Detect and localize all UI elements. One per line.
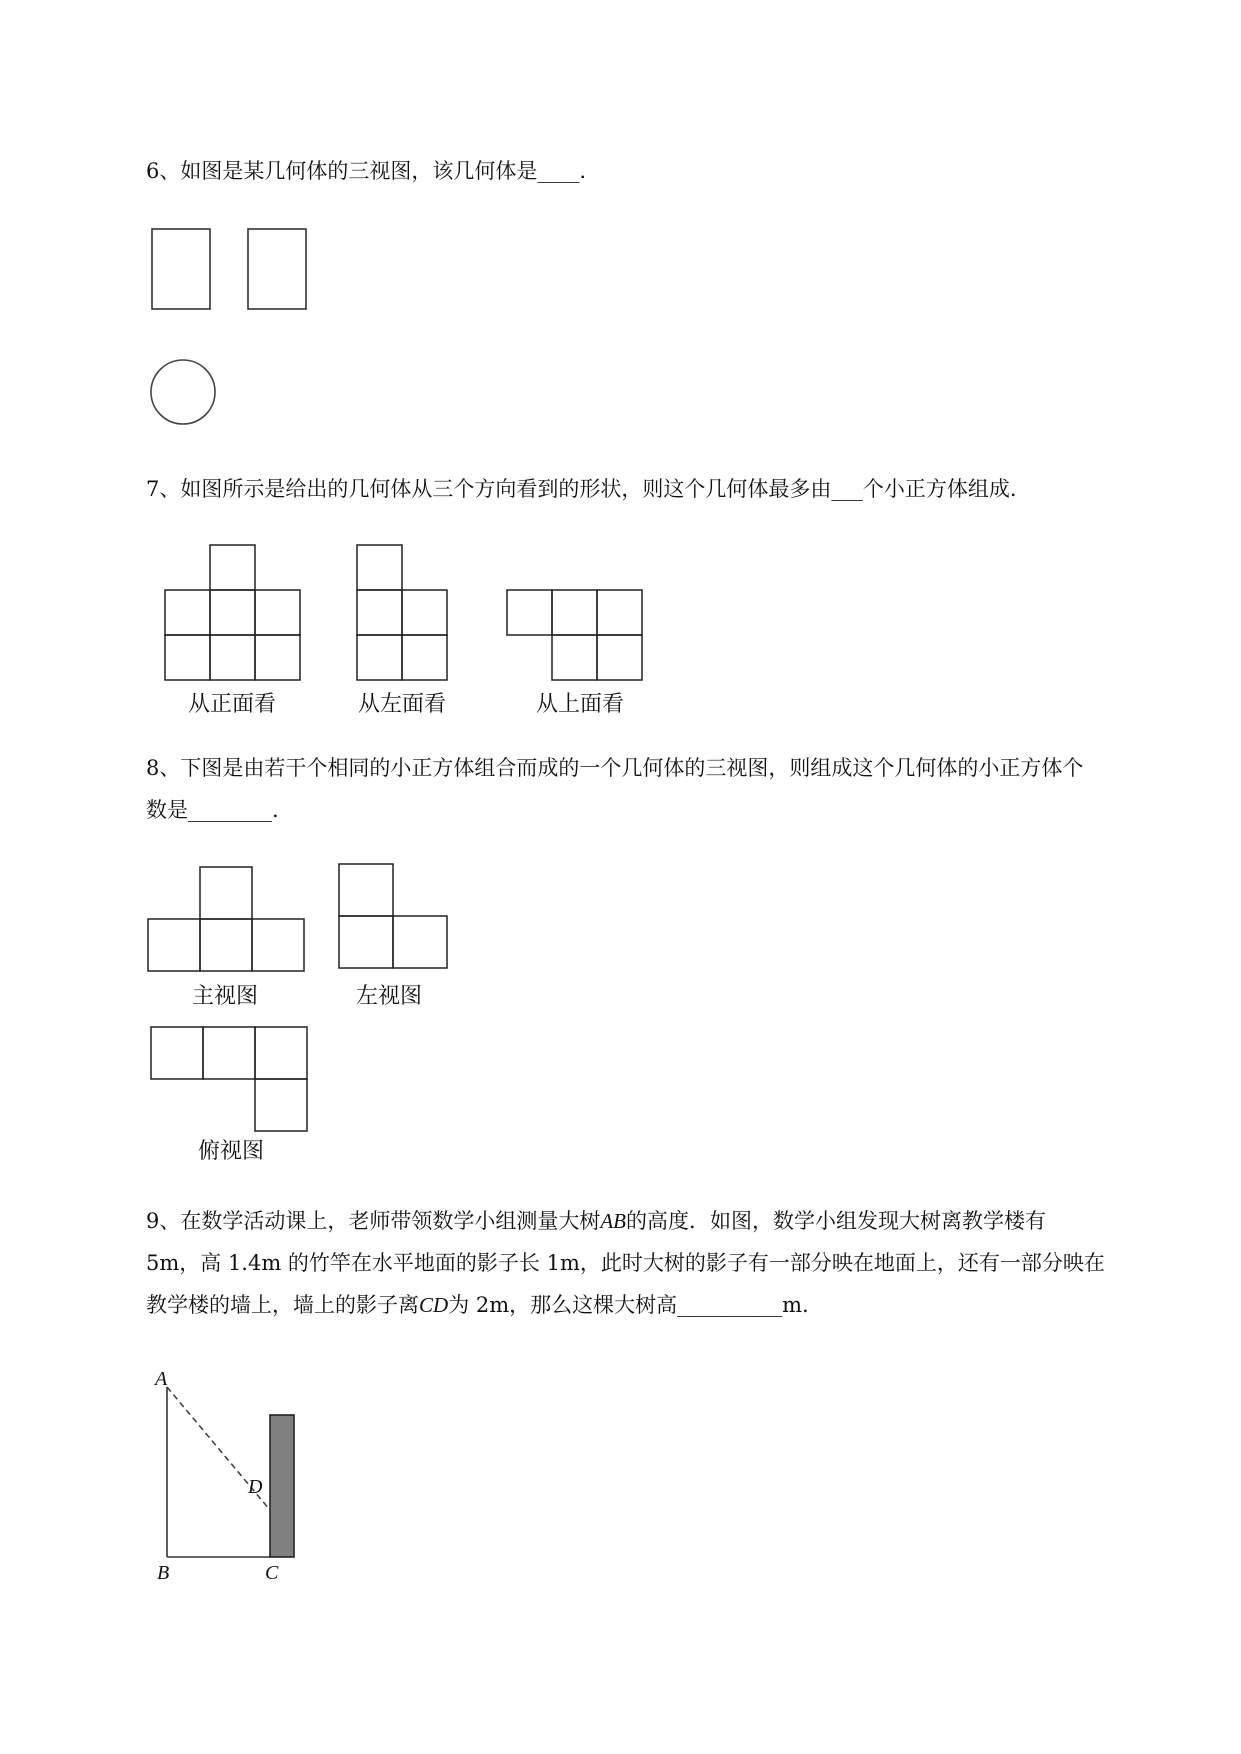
- q8-label-main: 主视图: [191, 984, 259, 1009]
- q7-label-left: 从左面看: [357, 692, 447, 717]
- q8-left-view: [339, 864, 447, 968]
- question-6-text: 6、如图是某几何体的三视图，该几何体是____.: [146, 159, 587, 183]
- q7-top-view: [507, 590, 642, 680]
- q9-tree-shadow-figure: [145, 1365, 315, 1585]
- q8-label-top: 俯视图: [197, 1139, 265, 1164]
- q8-main-view: [148, 867, 304, 971]
- question-7-text: 7、如图所示是给出的几何体从三个方向看到的形状，则这个几何体最多由___个小正方体组成.: [146, 477, 1017, 501]
- q7-three-views-figure: [160, 540, 660, 720]
- question-9-line-3: 教学楼的墙上，墙上的影子离CD为 2m，那么这棵大树高__________m.: [146, 1293, 809, 1317]
- question-9-line-1: 9、在数学活动课上，老师带领数学小组测量大树AB的高度．如图，数学小组发现大树离教学楼有: [146, 1209, 1047, 1233]
- q8-top-view: [151, 1027, 307, 1131]
- q6-front-view-rect: [152, 229, 210, 309]
- q7-label-top: 从上面看: [535, 692, 625, 717]
- q7-front-view: [165, 545, 300, 680]
- q7-label-front: 从正面看: [187, 692, 277, 717]
- q6-side-view-rect: [248, 229, 306, 309]
- q8-label-left: 左视图: [355, 984, 423, 1009]
- q7-left-view: [357, 545, 447, 680]
- question-8-line-1: 8、下图是由若干个相同的小正方体组合而成的一个几何体的三视图，则组成这个几何体的小正方体个: [146, 756, 1084, 780]
- building-wall: [270, 1415, 294, 1557]
- question-9-line-2: 5m，高 1.4m 的竹竿在水平地面的影子长 1m，此时大树的影子有一部分映在地面上，还有一部分映在: [146, 1251, 1105, 1275]
- point-b-label: B: [157, 1562, 170, 1584]
- q6-top-view-circle: [151, 360, 215, 424]
- point-c-label: C: [265, 1562, 279, 1584]
- question-8-line-2: 数是________.: [146, 798, 279, 822]
- point-d-label: D: [248, 1476, 263, 1498]
- var-ab: AB: [600, 1209, 627, 1233]
- var-cd: CD: [419, 1293, 449, 1317]
- q8-three-views-figure: [145, 860, 465, 1170]
- point-a-label: A: [155, 1368, 168, 1390]
- q6-three-views-figure: [148, 225, 318, 430]
